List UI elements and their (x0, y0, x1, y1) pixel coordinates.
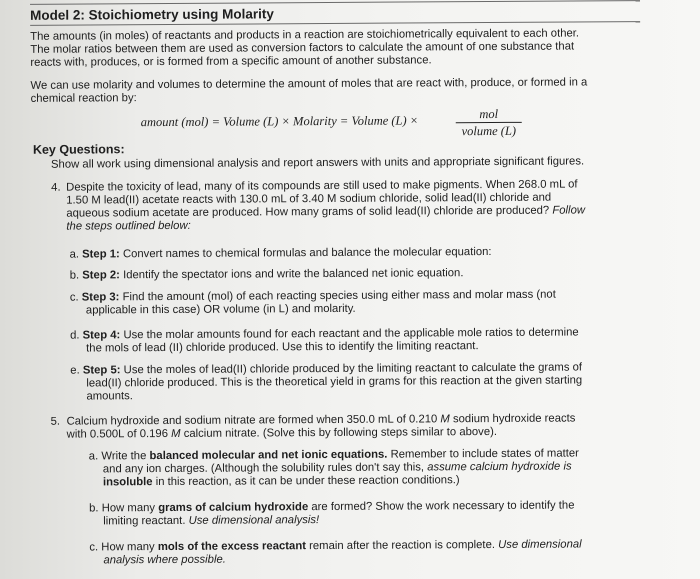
top-rule (30, 0, 640, 5)
q5a-line-3-post: in this reaction, as it can be under these reaction conditions.) (155, 474, 460, 489)
step-5-label: Step 5: (82, 364, 121, 377)
step-2-text: Identify the spectator ions and write the balanced net ionic equation. (123, 267, 464, 282)
key-questions-heading: Key Questions: (32, 142, 125, 157)
molarity-line-1: We can use molarity and volumes to determine the amount of moles that are react with, produce, or formed in a (30, 76, 588, 92)
q5c-letter: c. (89, 541, 99, 554)
q5b-pre: How many (101, 502, 156, 515)
step-3-text-2: applicable in this case) OR volume (in L) and molarity. (85, 302, 356, 317)
q4-line-3 (66, 204, 585, 220)
step-1-letter: a. (69, 248, 80, 261)
step-4-letter: d. (70, 329, 80, 342)
q5b-line-1 (89, 500, 574, 516)
step-5-text-2: lead(II) chloride produced. This is the theoretical yield in grams for this reaction at the given starting (86, 374, 583, 390)
q5c-post: remain after the reaction is complete. (309, 538, 496, 553)
q4-question-text: aqueous sodium acetate are produced. How many grams of solid lead(II) chloride are produced? (66, 204, 550, 220)
q5-line-1-post: sodium hydroxide reacts (452, 412, 576, 426)
page-title: Model 2: Stoichiometry using Molarity (30, 6, 274, 23)
molarity-equation: amount (mol) = Volume (L) × Molarity = Volume (L) × (140, 113, 419, 130)
step-2-letter: b. (69, 269, 80, 282)
intro-line-3: reacts with, produces, or is formed from a specific amount of another substance. (30, 54, 432, 69)
step-3-letter: c. (69, 291, 79, 304)
step-3-text-1: Find the amount (mol) of each reacting species using either mass and molar mass (not (122, 288, 556, 304)
q5c-line-1 (89, 538, 581, 554)
q5b-letter: b. (89, 502, 99, 515)
step-5-text-3: amounts. (86, 390, 133, 403)
q5b-line-2-text: limiting reactant. (103, 514, 186, 528)
q5a-line-2-text: and any ion charges. (Although the solubility rules don't say this, (102, 461, 425, 476)
q5b-post: are formed? Show the work necessary to identify the (311, 499, 575, 514)
q5a-letter: a. (88, 450, 99, 463)
q5a-bold: balanced molecular and net ionic equations. (149, 448, 388, 463)
q4-follow-line-2: the steps outlined below: (66, 219, 191, 233)
q5a-line-3-bold: insoluble (102, 476, 153, 489)
q5-line-2 (67, 426, 497, 442)
q5-number: 5. (50, 415, 61, 428)
intro-line-1: The amounts (in moles) of reactants and products in a reaction are stoichiometrically equivalent to each other. (30, 27, 580, 43)
equation-fraction (456, 107, 522, 138)
q5b-line-2 (103, 514, 319, 528)
step-3-label: Step 3: (81, 291, 120, 304)
q5c-pre: How many (101, 541, 155, 554)
q4-number: 4. (51, 181, 61, 194)
q5-line-1-pre: Calcium hydroxide and sodium nitrate are formed when 350.0 mL of 0.210 (66, 413, 438, 428)
step-2-item (70, 267, 464, 282)
step-1-label: Step 1: (82, 248, 120, 261)
q5a-pre: Write the (101, 450, 147, 463)
q5a-line-2-ital: assume calcium hydroxide is (427, 460, 572, 474)
q5-line-1-m: M (440, 413, 450, 426)
step-4-text-1: Use the molar amounts found for each reactant and the applicable mole ratios to determine (123, 326, 579, 342)
q5c-line-2: analysis where possible. (103, 553, 226, 567)
q5-line-2-pre: with 0.500L of 0.196 (66, 427, 169, 441)
q5-line-2-m: M (171, 427, 181, 440)
q5b-bold: grams of calcium hydroxide (158, 501, 309, 515)
q4-follow-text: Follow (552, 204, 586, 217)
q4-line-1: Despite the toxicity of lead, many of its compounds are still used to make pigments. When 268.0 mL of (66, 178, 578, 194)
step-1-item (70, 246, 492, 262)
step-2-label: Step 2: (82, 269, 120, 282)
step-5-letter: e. (70, 364, 80, 377)
fraction-denominator: volume (L) (461, 123, 517, 139)
q5a-line-3 (103, 474, 460, 489)
key-questions-instruction: Show all work using dimensional analysis and report answers with units and appropriate significant figures. (50, 155, 585, 171)
step-4-text-2: the mols of lead (II) chloride produced. Use this to identify the limiting reactant. (86, 340, 479, 355)
q5b-line-2-ital: Use dimensional analysis! (188, 514, 320, 527)
q5c-bold: mols of the excess reactant (157, 540, 307, 554)
step-1-text: Convert names to chemical formulas and balance the molecular equation: (122, 246, 492, 261)
q5a-post: Remember to include states of matter (390, 447, 579, 461)
intro-line-2: The molar ratios between them are used as conversion factors to calculate the amount of one substance that (30, 40, 575, 56)
step-4-label: Step 4: (82, 329, 121, 342)
molarity-line-2: chemical reaction by: (30, 92, 137, 105)
q4-line-2: 1.50 M lead(II) acetate reacts with 130.0 mL of 3.40 M sodium chloride, solid lead(II) chloride and (66, 191, 552, 207)
q5-line-2-post: calcium nitrate. (Solve this by following steps similar to above). (183, 425, 498, 440)
q5c-post-ital: Use dimensional (498, 538, 582, 551)
step-5-text-1: Use the moles of lead(II) chloride produced by the limiting reactant to calculate the grams of (123, 361, 583, 377)
fraction-numerator: mol (479, 106, 499, 122)
